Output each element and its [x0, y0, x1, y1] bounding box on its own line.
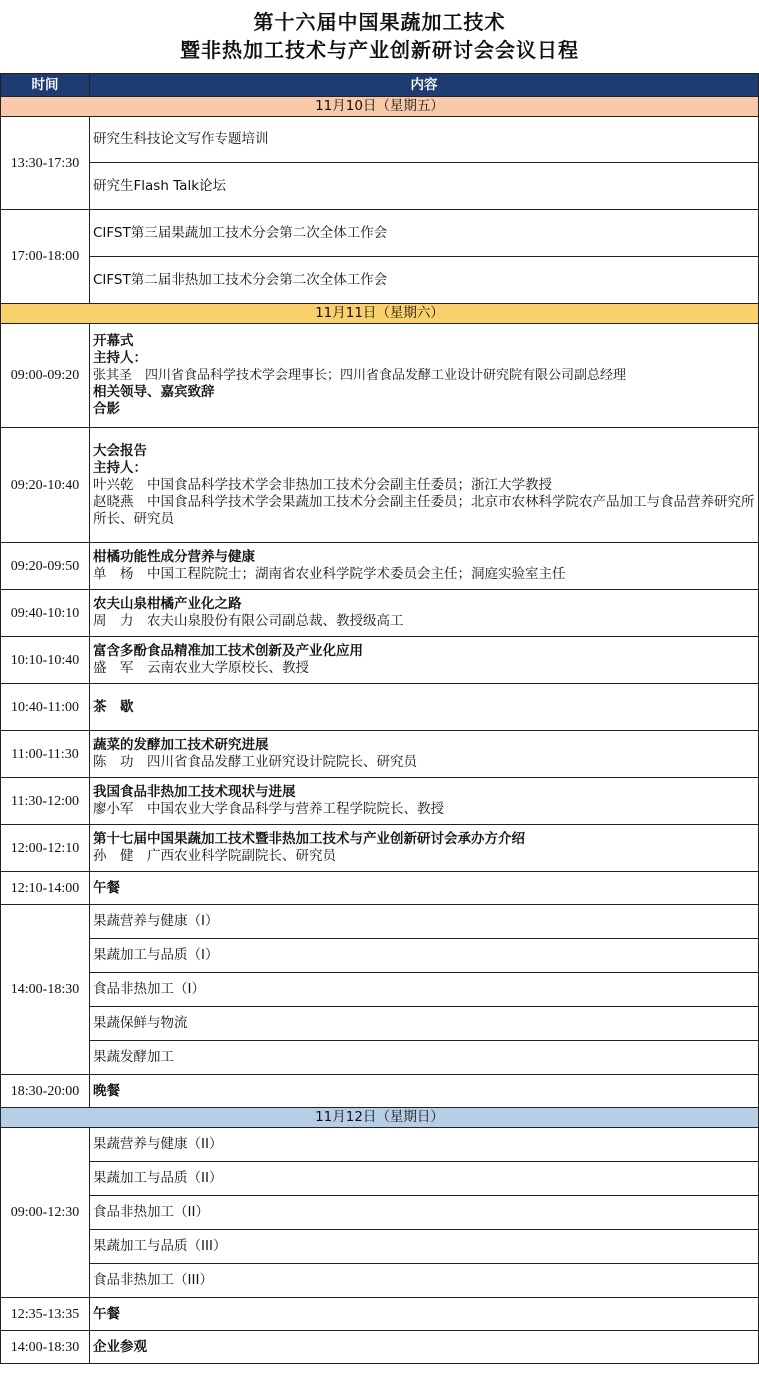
table-header-row [1, 74, 759, 97]
day-label: 11月11日（星期六） [1, 304, 759, 324]
schedule-table [0, 73, 759, 1364]
session-cell: 研究生科技论文写作专题培训 [90, 117, 759, 163]
meal-cell: 晚餐 [90, 1075, 759, 1108]
talk-title: 我国食品非热加工技术现状与进展 [93, 784, 296, 800]
talk-title: 富含多酚食品精准加工技术创新及产业化应用 [93, 643, 363, 659]
speaker-line: 陈 功 四川省食品发酵工业研究设计院院长、研究员 [93, 754, 417, 770]
time-cell: 12:00-12:10 [1, 825, 90, 872]
table-row [1, 905, 759, 939]
table-row [1, 590, 759, 637]
time-cell: 10:40-11:00 [1, 684, 90, 731]
photo-line: 合影 [93, 401, 120, 417]
table-row [1, 637, 759, 684]
agenda-cell [90, 428, 759, 543]
table-row [1, 1196, 759, 1230]
table-row [1, 163, 759, 210]
agenda-cell [90, 590, 759, 637]
session-cell: 食品非热加工（II） [90, 1196, 759, 1230]
table-row [1, 117, 759, 163]
meal-cell: 午餐 [90, 872, 759, 905]
host-label: 主持人： [93, 459, 147, 476]
time-cell: 17:00-18:00 [1, 210, 90, 304]
title-line-2: 暨非热加工技术与产业创新研讨会会议日程 [180, 38, 579, 62]
speaker-line: 孙 健 广西农业科学院副院长、研究员 [93, 848, 336, 864]
time-cell: 09:20-09:50 [1, 543, 90, 590]
host-line: 张其圣 四川省食品科学技术学会理事长；四川省食品发酵工业设计研究院有限公司副总经理 [93, 368, 627, 383]
day-row-nov12 [1, 1108, 759, 1128]
table-row [1, 543, 759, 590]
session-cell: 果蔬营养与健康（II） [90, 1128, 759, 1162]
session-cell: CIFST第二届非热加工技术分会第二次全体工作会 [90, 257, 759, 304]
time-cell: 09:40-10:10 [1, 590, 90, 637]
time-cell: 09:00-09:20 [1, 324, 90, 428]
table-row [1, 1007, 759, 1041]
agenda-cell [90, 637, 759, 684]
agenda-cell [90, 731, 759, 778]
table-row [1, 684, 759, 731]
agenda-title: 开幕式 [93, 333, 134, 349]
table-row [1, 1298, 759, 1331]
table-row [1, 778, 759, 825]
session-cell: 果蔬保鲜与物流 [90, 1007, 759, 1041]
meal-cell: 午餐 [90, 1298, 759, 1331]
time-cell: 09:00-12:30 [1, 1128, 90, 1298]
host-line: 赵晓燕 中国食品科学技术学会果蔬加工技术分会副主任委员；北京市农林科学院农产品加工与食品营养研究所所长、研究员 [93, 493, 755, 527]
time-cell: 13:30-17:30 [1, 117, 90, 210]
time-cell: 12:10-14:00 [1, 872, 90, 905]
table-row [1, 1230, 759, 1264]
session-cell: 研究生Flash Talk论坛 [90, 163, 759, 210]
table-row [1, 1162, 759, 1196]
day-label: 11月12日（星期日） [1, 1108, 759, 1128]
session-cell: 果蔬发酵加工 [90, 1041, 759, 1075]
agenda-cell [90, 778, 759, 825]
day-label: 11月10日（星期五） [1, 97, 759, 117]
agenda-title: 大会报告 [93, 442, 147, 459]
session-cell: 果蔬加工与品质（III） [90, 1230, 759, 1264]
table-row [1, 872, 759, 905]
time-cell: 12:35-13:35 [1, 1298, 90, 1331]
time-cell: 09:20-10:40 [1, 428, 90, 543]
table-row [1, 939, 759, 973]
title-line-1: 第十六届中国果蔬加工技术 [253, 10, 506, 34]
session-cell: CIFST第三届果蔬加工技术分会第二次全体工作会 [90, 210, 759, 257]
table-row [1, 825, 759, 872]
agenda-cell [90, 324, 759, 428]
host-line: 叶兴乾 中国食品科学技术学会非热加工技术分会副主任委员；浙江大学教授 [93, 476, 552, 493]
session-cell: 食品非热加工（III） [90, 1264, 759, 1298]
table-row [1, 973, 759, 1007]
talk-title: 柑橘功能性成分营养与健康 [93, 549, 255, 565]
talk-title: 农夫山泉柑橘产业化之路 [93, 596, 242, 612]
session-cell: 食品非热加工（I） [90, 973, 759, 1007]
host-label: 主持人： [93, 350, 147, 366]
table-row [1, 428, 759, 543]
table-row [1, 1128, 759, 1162]
speaker-line: 周 力 农夫山泉股份有限公司副总裁、教授级高工 [93, 613, 404, 629]
time-cell: 14:00-18:30 [1, 1331, 90, 1364]
time-cell: 10:10-10:40 [1, 637, 90, 684]
break-cell: 茶 歇 [90, 684, 759, 731]
table-row [1, 1075, 759, 1108]
speaker-line: 单 杨 中国工程院院士；湖南省农业科学院学术委员会主任；洞庭实验室主任 [93, 566, 566, 582]
table-row [1, 324, 759, 428]
table-row [1, 1331, 759, 1364]
time-cell: 11:00-11:30 [1, 731, 90, 778]
time-cell: 18:30-20:00 [1, 1075, 90, 1108]
talk-title: 蔬菜的发酵加工技术研究进展 [93, 737, 269, 753]
table-row [1, 210, 759, 257]
speaker-line: 盛 军 云南农业大学原校长、教授 [93, 660, 309, 676]
agenda-cell [90, 543, 759, 590]
table-row [1, 731, 759, 778]
speech-line: 相关领导、嘉宾致辞 [93, 384, 215, 400]
table-row [1, 1041, 759, 1075]
day-row-nov11 [1, 304, 759, 324]
header-time: 时间 [1, 74, 90, 97]
visit-cell: 企业参观 [90, 1331, 759, 1364]
table-row [1, 257, 759, 304]
time-cell: 11:30-12:00 [1, 778, 90, 825]
time-cell: 14:00-18:30 [1, 905, 90, 1075]
agenda-cell [90, 825, 759, 872]
session-cell: 果蔬加工与品质（II） [90, 1162, 759, 1196]
session-cell: 果蔬加工与品质（I） [90, 939, 759, 973]
talk-title: 第十七届中国果蔬加工技术暨非热加工技术与产业创新研讨会承办方介绍 [93, 831, 525, 847]
table-row [1, 1264, 759, 1298]
speaker-line: 廖小军 中国农业大学食品科学与营养工程学院院长、教授 [93, 801, 444, 817]
header-content: 内容 [90, 74, 759, 97]
day-row-nov10 [1, 97, 759, 117]
schedule-title [0, 0, 759, 72]
session-cell: 果蔬营养与健康（I） [90, 905, 759, 939]
